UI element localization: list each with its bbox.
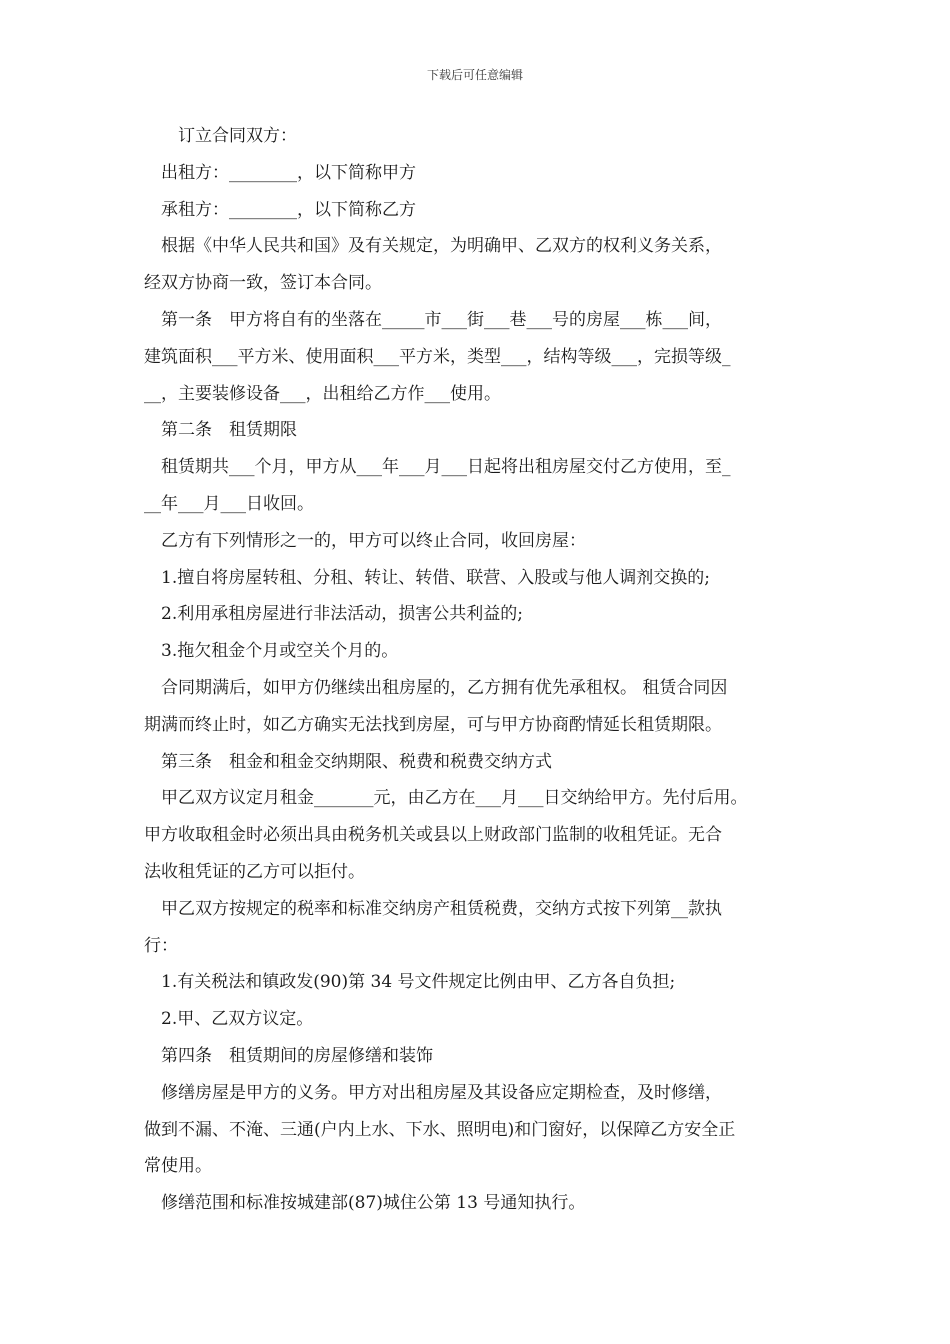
text-line: 承租方：________，以下简称乙方 [161,199,416,220]
text-line: 甲方收取租金时必须出具由税务机关或县以上财政部门监制的收租凭证。无合 [144,825,722,846]
text-line: 常使用。 [144,1156,212,1177]
text-line: 做到不漏、不淹、三通(户内上水、下水、照明电)和门窗好，以保障乙方安全正 [144,1119,736,1140]
text-line: 订立合同双方： [178,126,297,146]
text-line: __年___月___日收回。 [144,493,314,514]
text-line: 2.甲、乙双方议定。 [161,1009,314,1030]
text-line: 出租方：________，以下简称甲方 [161,162,416,183]
text-line: 第四条 租赁期间的房屋修缮和装饰 [161,1045,433,1066]
text-line: 修缮房屋是甲方的义务。甲方对出租房屋及其设备应定期检查，及时修缮， [161,1082,722,1103]
text-line: 修缮范围和标准按城建部(87)城住公第 13 号通知执行。 [161,1193,586,1214]
text-line: 第一条 甲方将自有的坐落在_____市___街___巷___号的房屋___栋___间， [161,309,722,330]
text-line: 第二条 租赁期限 [161,420,297,441]
text-line: 行： [144,935,178,956]
text-line: 合同期满后，如甲方仍继续出租房屋的，乙方拥有优先承租权。 租赁合同因 [161,677,728,698]
text-line: __，主要装修设备___，出租给乙方作___使用。 [144,383,501,404]
text-line: 经双方协商一致，签订本合同。 [144,273,382,294]
text-line: 甲乙双方按规定的税率和标准交纳房产租赁税费，交纳方式按下列第__款执 [161,898,722,919]
text-line: 期满而终止时，如乙方确实无法找到房屋，可与甲方协商酌情延长租赁期限。 [144,714,722,735]
text-line: 法收租凭证的乙方可以拒付。 [144,861,365,882]
text-line: 第三条 租金和租金交纳期限、税费和税费交纳方式 [161,751,552,772]
text-line: 1.有关税法和镇政发(90)第 34 号文件规定比例由甲、乙方各自负担; [161,972,676,993]
text-line: 1.擅自将房屋转租、分租、转让、转借、联营、入股或与他人调剂交换的; [161,567,710,588]
contract-body [144,118,834,1222]
text-line: 根据《中华人民共和国》及有关规定，为明确甲、乙双方的权利义务关系， [161,236,722,257]
text-line: 建筑面积___平方米、使用面积___平方米，类型___，结构等级___，完损等级_ [144,346,731,367]
text-line: 甲乙双方议定月租金_______元，由乙方在___月___日交纳给甲方。先付后用。 [161,788,748,809]
text-line: 乙方有下列情形之一的，甲方可以终止合同，收回房屋： [161,530,586,551]
text-line: 3.拖欠租金个月或空关个月的。 [161,641,399,662]
text-line: 租赁期共___个月，甲方从___年___月___日起将出租房屋交付乙方使用，至_ [161,457,731,478]
page-header: 下载后可任意编辑 [426,68,523,82]
text-line: 2.利用承租房屋进行非法活动，损害公共利益的; [161,604,523,625]
